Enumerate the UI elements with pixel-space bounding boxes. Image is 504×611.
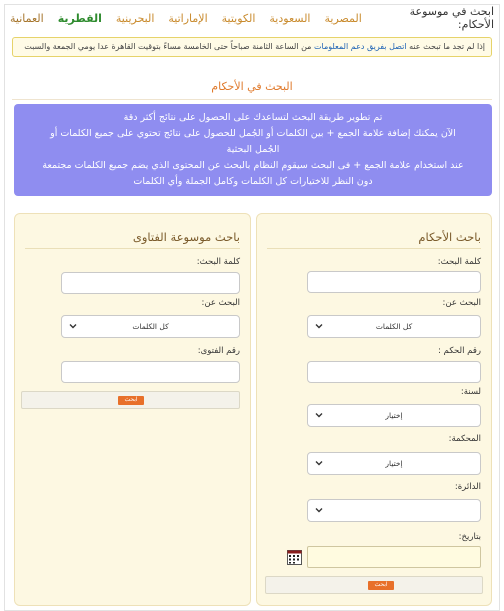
keyword-label: كلمة البحث:	[196, 257, 240, 267]
search-in-label: البحث عن:	[201, 298, 240, 308]
select-value: إختيار	[385, 411, 403, 420]
year-label: لسنة:	[460, 387, 481, 397]
year-select[interactable]	[307, 404, 481, 427]
date-label: بتاريخ:	[458, 532, 481, 542]
encyclopedia-nav	[10, 5, 494, 31]
chevron-down-icon	[314, 321, 324, 331]
nav-link-saudi[interactable]: السعودية	[269, 11, 311, 25]
fatwa-keyword-input[interactable]	[61, 272, 240, 294]
section-title: البحث في الأحكام	[211, 80, 293, 93]
search-in-label: البحث عن:	[442, 298, 481, 308]
chevron-down-icon	[314, 458, 324, 468]
divider	[267, 248, 481, 249]
circuit-label: الدائرة:	[454, 482, 481, 492]
ruling-number-label: رقم الحكم :	[438, 346, 481, 356]
chevron-down-icon	[314, 505, 324, 515]
nav-lead-text: ابحث في موسوعة الأحكام:	[409, 5, 494, 31]
notice-text-after: من الساعة الثامنة صباحاً حتى الخامسة مساءً بتوقيت القاهرة عدا يومي الجمعة والسبت	[24, 42, 312, 51]
calendar-icon[interactable]	[287, 550, 302, 565]
fatwa-search-panel	[14, 213, 251, 606]
tip-line-2: الآن يمكنك إضافة علامة الجمع + بين الكلمات أو الجُمل للحصول على نتائج تحتوي على جميع الكلمات أو	[50, 128, 456, 139]
rulings-search-in-select[interactable]	[307, 315, 481, 338]
nav-link-egypt[interactable]: المصرية	[324, 11, 362, 25]
nav-link-kuwait[interactable]: الكويتية	[221, 11, 256, 25]
tip-line-5: دون النظر للاختيارات كل الكلمات وكامل الجملة وأي الكلمات	[133, 176, 373, 187]
nav-link-oman[interactable]: العمانية	[10, 11, 44, 25]
fatwa-number-label: رقم الفتوى:	[197, 346, 240, 356]
rulings-search-button[interactable]: ابحث	[368, 581, 394, 590]
divider	[12, 99, 492, 100]
rulings-search-panel	[256, 213, 492, 606]
rulings-panel-title: باحث الأحكام	[418, 230, 481, 244]
date-input[interactable]	[307, 546, 481, 568]
select-value: إختيار	[385, 459, 403, 468]
rulings-keyword-input[interactable]	[307, 271, 481, 293]
tip-line-4: عند استخدام علامة الجمع + فى البحث سيقوم النظام بالبحث عن المحتوى الذي يضم جميع الكلمات مجتمعة	[42, 160, 464, 171]
court-label: المحكمة:	[448, 434, 481, 444]
rulings-button-bar	[265, 576, 483, 594]
select-value: كل الكلمات	[132, 322, 169, 331]
nav-link-uae[interactable]: الإماراتية	[168, 11, 208, 25]
tip-line-1: تم تطوير طريقة البحث لتساعدك على الحصول على نتائج أكثر دقة	[123, 112, 383, 123]
nav-link-bahrain[interactable]: البحرينية	[115, 11, 155, 25]
fatwa-panel-title: باحث موسوعة الفتاوى	[132, 230, 240, 244]
fatwa-search-in-select[interactable]	[61, 315, 240, 338]
chevron-down-icon	[314, 410, 324, 420]
nav-link-qatar[interactable]: القطرية	[57, 11, 102, 25]
fatwa-search-button[interactable]: ابحث	[118, 396, 144, 405]
chevron-down-icon	[68, 321, 78, 331]
ruling-number-input[interactable]	[307, 361, 481, 383]
support-notice	[12, 37, 492, 57]
select-value: كل الكلمات	[375, 322, 413, 331]
fatwa-number-input[interactable]	[61, 361, 240, 383]
court-select[interactable]	[307, 452, 481, 475]
keyword-label: كلمة البحث:	[437, 257, 481, 267]
support-team-link[interactable]: اتصل بفريق دعم المعلومات	[314, 42, 407, 51]
tip-line-3: الجُمل البحثية	[226, 144, 280, 155]
fatwa-button-bar	[21, 391, 240, 409]
search-tips-box	[14, 104, 492, 196]
divider	[25, 248, 240, 249]
circuit-select[interactable]	[307, 499, 481, 522]
notice-text-before: إذا لم تجد ما تبحث عنه	[409, 42, 485, 51]
